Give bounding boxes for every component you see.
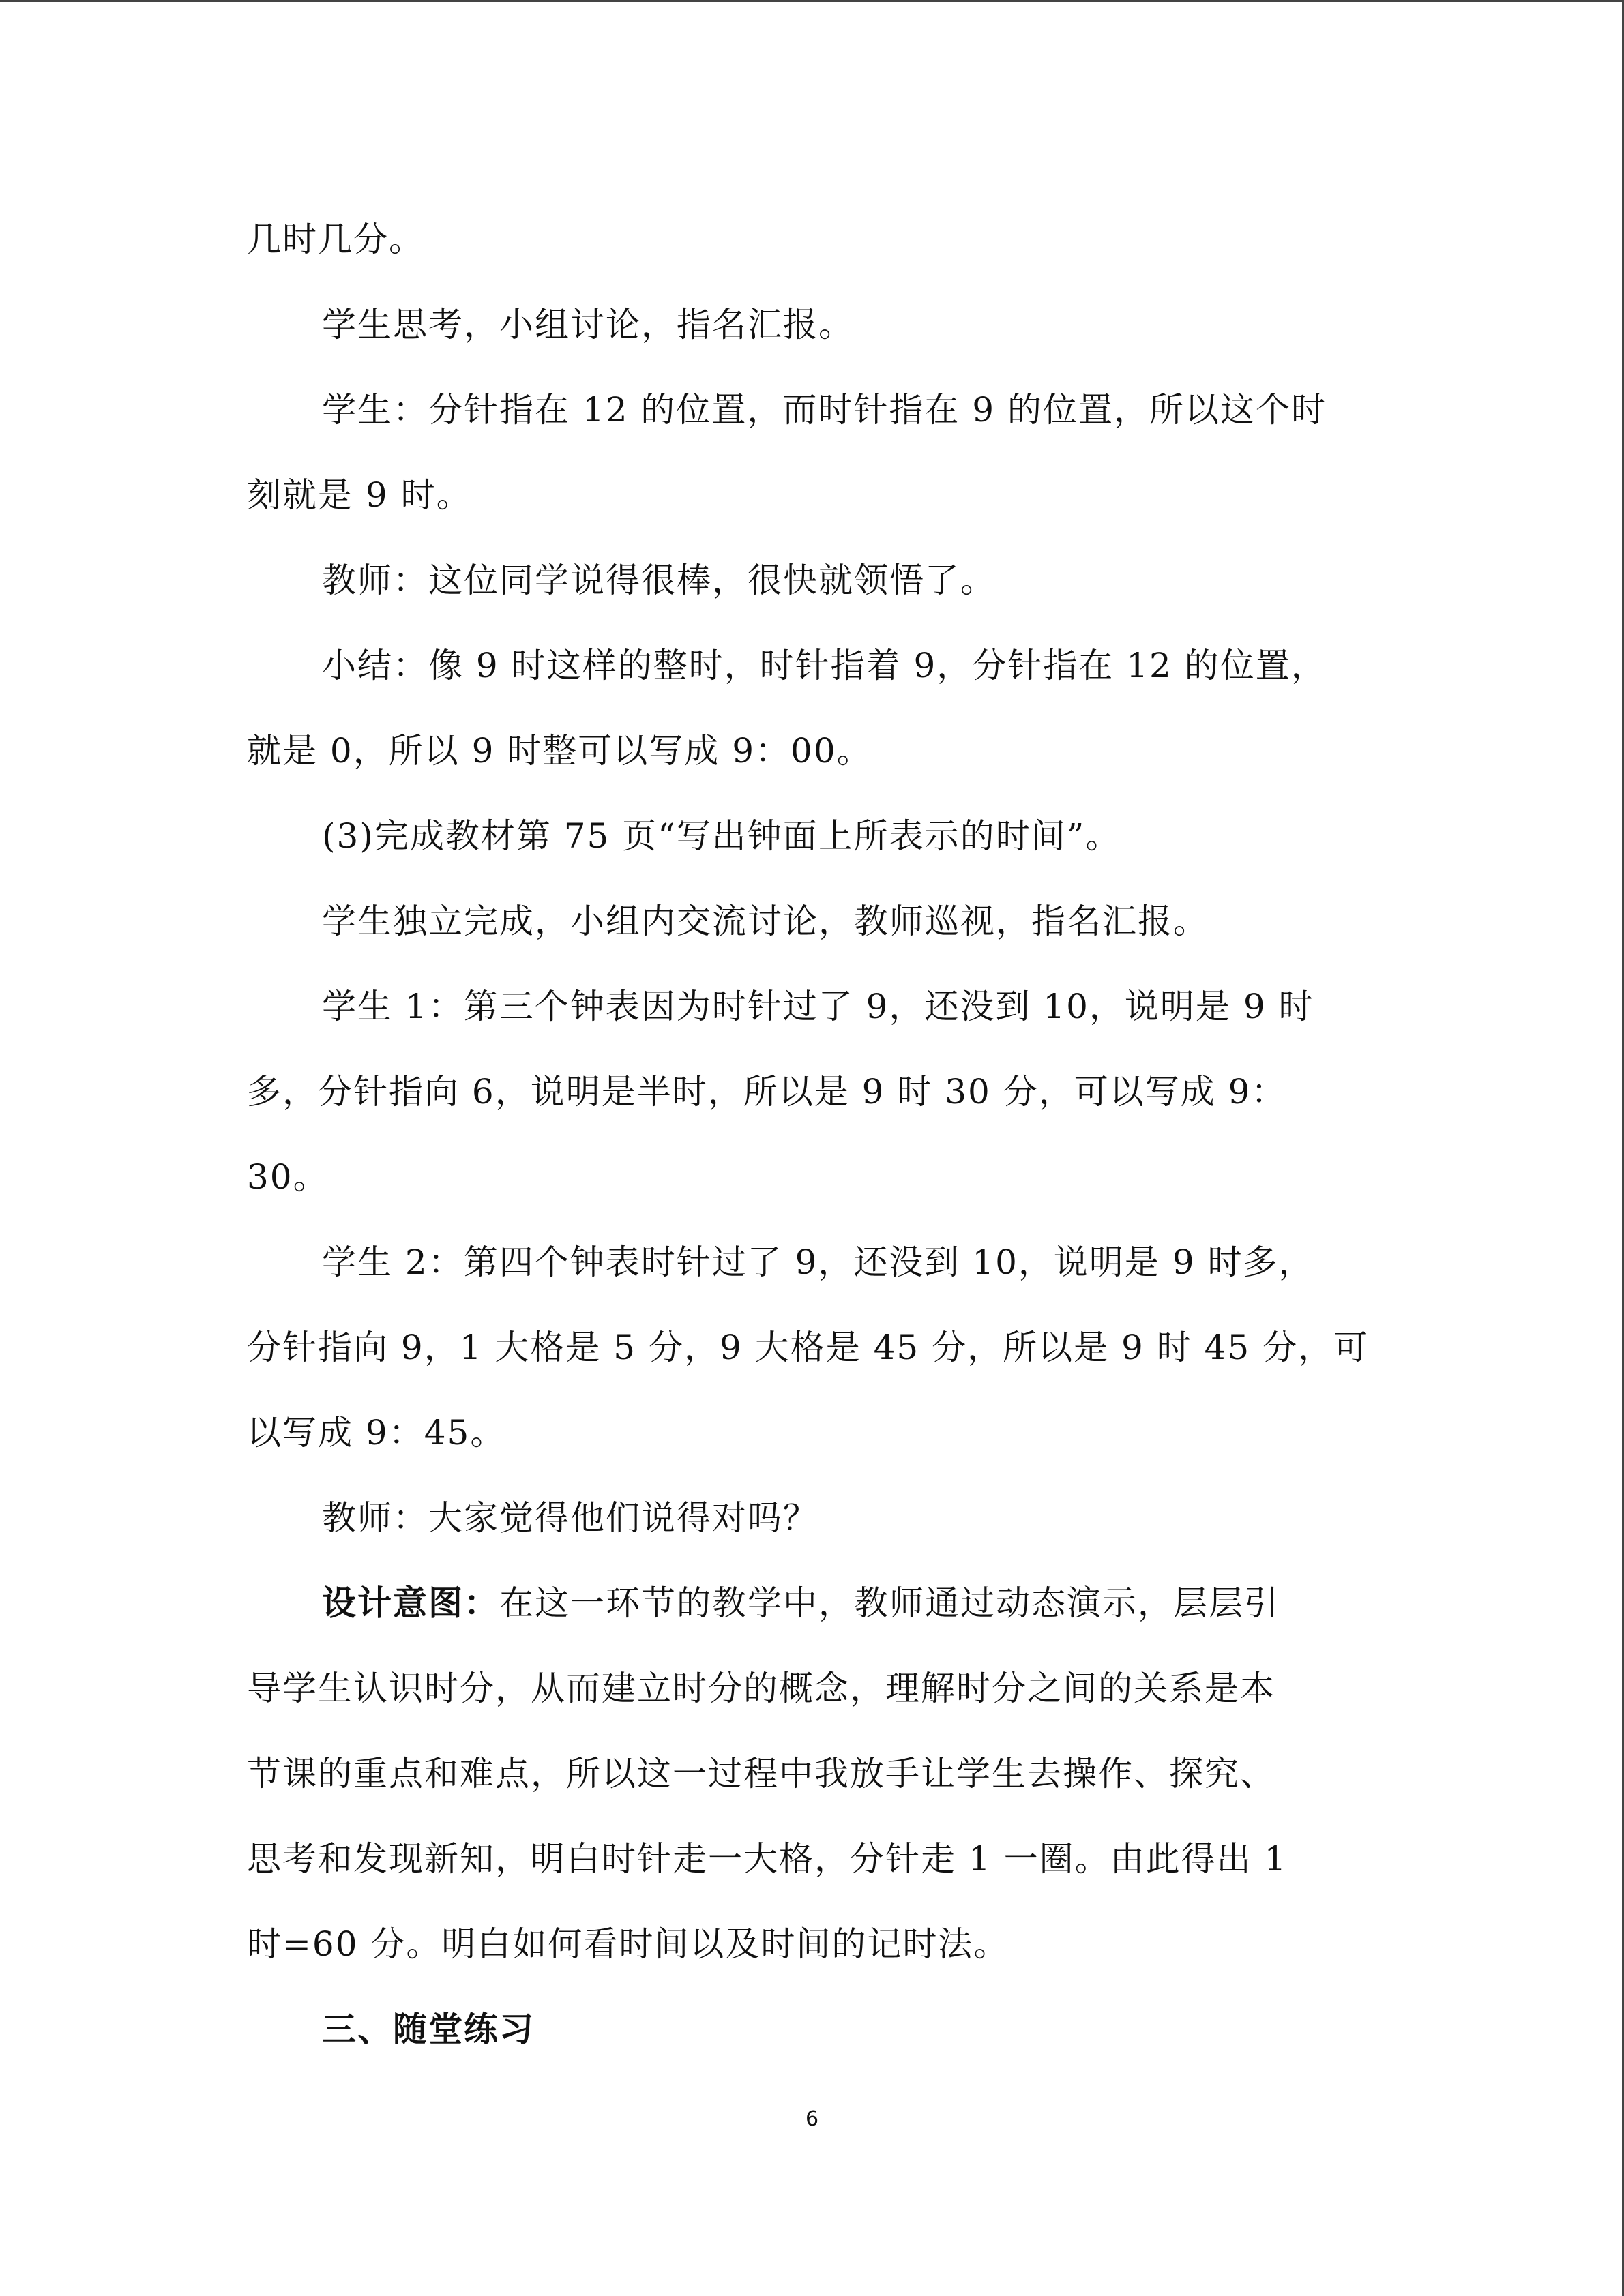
- paragraph-line: 分针指向 9，1 大格是 5 分，9 大格是 45 分，所以是 9 时 45 分，可: [247, 1328, 1370, 1367]
- paragraph-line: 刻就是 9 时。: [247, 475, 472, 515]
- paragraph-line: 教师：大家觉得他们说得对吗？: [322, 1498, 818, 1538]
- paragraph-line: 学生独立完成，小组内交流讨论，教师巡视，指名汇报。: [322, 901, 1209, 941]
- design-intent-line: 节课的重点和难点，所以这一过程中我放手让学生去操作、探究、: [247, 1754, 1275, 1793]
- design-intent-text: 在这一环节的教学中，教师通过动态演示，层层引: [499, 1583, 1280, 1623]
- paragraph-line: 学生思考，小组讨论，指名汇报。: [322, 305, 854, 344]
- paragraph-line: 30。: [247, 1157, 329, 1197]
- design-intent-line: 思考和发现新知，明白时针走一大格，分针走 1 一圈。由此得出 1: [247, 1839, 1288, 1879]
- section-heading: 三、随堂练习: [322, 2009, 535, 2049]
- paragraph-line: 就是 0，所以 9 时整可以写成 9：00。: [247, 731, 872, 771]
- design-intent-line: 导学生认识时分，从而建立时分的概念，理解时分之间的关系是本: [247, 1669, 1275, 1708]
- design-intent-label: 设计意图：: [322, 1583, 499, 1623]
- paragraph-line: 小结：像 9 时这样的整时，时针指着 9，分针指在 12 的位置，: [322, 646, 1327, 685]
- design-intent-first-line: [322, 1581, 1280, 1625]
- page-number: 6: [805, 2107, 819, 2131]
- paragraph-line: 学生 2：第四个钟表时针过了 9，还没到 10，说明是 9 时多，: [322, 1242, 1314, 1282]
- paragraph-line: 多，分针指向 6，说明是半时，所以是 9 时 30 分，可以写成 9：: [247, 1072, 1287, 1112]
- paragraph-line: (3)完成教材第 75 页“写出钟面上所表示的时间”。: [322, 816, 1121, 856]
- paragraph-line: 以写成 9：45。: [247, 1413, 506, 1452]
- paragraph-line: 几时几分。: [247, 220, 424, 259]
- design-intent-line: 时=60 分。明白如何看时间以及时间的记时法。: [247, 1924, 1009, 1964]
- paragraph-line: 学生：分针指在 12 的位置，而时针指在 9 的位置，所以这个时: [322, 390, 1327, 430]
- paragraph-line: 教师：这位同学说得很棒，很快就领悟了。: [322, 561, 996, 600]
- paragraph-line: 学生 1：第三个钟表因为时针过了 9，还没到 10，说明是 9 时: [322, 987, 1314, 1026]
